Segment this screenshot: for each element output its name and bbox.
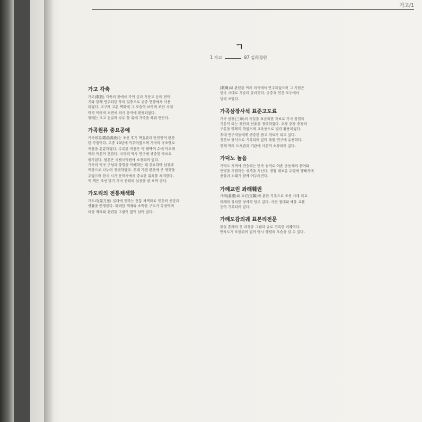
dictionary-entry: [88, 86, 214, 121]
entry-body: [220, 164, 350, 180]
entry-line: 가곡의 악곡 구성과 창법을 이해하는 데 중요하며 남창과: [88, 162, 174, 167]
entry-line: 여창으로 나누어 정리하였다. 후대 가집 편찬에 큰 영향을: [88, 168, 176, 173]
entry-line: 마을 제의와 관련된 그림이 많이 남아 있다.: [88, 209, 154, 214]
entry-line: 현재 여러 도서관과 기관에 사본이 소장되어 있다.: [220, 143, 296, 148]
entry-line: 한 가집이다. 고종 13년에 이루어졌으며 가곡의 곡조별로: [88, 141, 176, 146]
entry-line: 가덕도 지역에 전승되는 민속 놀이로 어촌 공동체의 풍어와: [220, 163, 310, 168]
section-range-from: 1 가고: [210, 55, 223, 60]
entry-line: 기본이 되는 장단과 선율을 정리하였다. 초장 중장 종장의: [220, 122, 308, 127]
right-column: [220, 86, 350, 242]
gutter-shadow: [44, 0, 54, 422]
entry-title: 가덕노 놀음: [220, 156, 247, 163]
entry-title: 가도리의 전통채색화: [88, 191, 135, 198]
entry-line: 반차도가 포함되어 있어 당시 행렬의 모습을 알 수 있다.: [220, 230, 305, 235]
entry-body: [220, 194, 350, 210]
entry-body: [220, 86, 350, 102]
entry-line: 널리 쓰였다.: [220, 96, 240, 101]
entry-line: 안녕을 기원하는 성격을 지닌다. 정월 대보름 무렵에 행해지며: [220, 168, 314, 173]
entry-line: 여러 이본이 전한다. 국악의 역사 연구에 귀중한 자료로: [88, 152, 172, 157]
running-header: 가고/1: [399, 3, 414, 9]
entry-body: [88, 136, 214, 185]
entry-line: 평가된다. 원본은 국립국악원에 소장되어 있다.: [88, 157, 160, 162]
entry-line: 풍물과 노래가 함께 어우러진다.: [220, 174, 269, 179]
entry-body: [88, 199, 214, 215]
entry-line: 주었으며 한국 시가 문학사에서 중요한 위치를 차지한다.: [88, 173, 174, 178]
entry-line: 형태는 크고 둥글며 나무 틀 위에 가죽을 씌워 만든다.: [88, 116, 170, 121]
entry-line: 등이 기록되어 있다.: [220, 204, 251, 209]
entry-title: 가례교린 좌래훼권: [220, 186, 262, 193]
entry-line: 왕실 혼례의 전 과정을 그림과 글로 기록한 의궤이다.: [220, 224, 301, 229]
header-rule: [92, 9, 414, 10]
entry-line: 가곡원류(歌曲源流)는 조선 후기 박효관과 안민영이 편찬: [88, 135, 175, 140]
entry-line: 정간보 형식으로 기록되어 있어 복원 연구에 유용하다.: [220, 138, 303, 143]
entry-line: 기와 함께 연주되던 북의 일종으로 궁중 연향에서 사용: [88, 99, 171, 104]
dictionary-entry: [220, 86, 350, 102]
entry-line: 가곡 삼장(三章)의 사설을 표준화한 자료로 가곡 창법의: [220, 116, 305, 121]
entry-title: 가곡삼장사석 표준고도료: [220, 109, 277, 116]
dictionary-entry: [220, 216, 350, 235]
entry-body: [220, 225, 350, 236]
section-range: [210, 55, 267, 61]
entry-title: 가곡원류 중요공예: [88, 128, 130, 135]
dictionary-entry: [220, 108, 350, 149]
entry-line: 가례(嘉禮)와 교린(交隣)에 관한 기록으로 조선 시대 외교: [220, 194, 308, 199]
entry-line: 되었다. 고구려 고분 벽화에 그 모습이 보이며 조선 시대: [88, 105, 173, 110]
entry-body: [220, 117, 350, 149]
entry-line: (歌舞)와 관련된 여러 의식에서 연주되었으며 그 기원은: [220, 86, 305, 90]
entry-line: 구분을 명확히 하였으며 교육용으로 널리 활용되었다.: [220, 127, 302, 132]
entry-body: [88, 95, 214, 122]
entry-line: 이 책은 조선 말기 가곡 문화의 실상을 잘 보여 준다.: [88, 179, 168, 184]
book-page: [30, 0, 422, 422]
entry-line: 의례의 절차를 상세히 담고 있다. 사신 접대와 예물 교환: [220, 199, 305, 204]
entry-title: 가례도감의궤 표본리전문: [220, 217, 277, 224]
dictionary-entry: [88, 190, 214, 215]
section-letter: ㄱ: [235, 43, 244, 53]
range-dash: [225, 58, 241, 59]
section-range-to: 87 김희경현: [244, 55, 267, 60]
entry-line: 까지 이어져 오면서 의식 음악에 편성되었다.: [88, 110, 156, 115]
entry-line: 작품을 분류하였다. 수록된 작품은 약 팔백여 수에 이르며: [88, 146, 176, 151]
dictionary-entry: [220, 155, 350, 180]
entry-line: 후대 연구자들에게 귀중한 참고 자료가 되고 있다.: [220, 132, 296, 137]
entry-line: 가고(歌鼓) 각축의 장에서 가야 금과 거문고 등의 현악: [88, 94, 171, 99]
entry-title: 가고 각축: [88, 87, 110, 93]
book-spine: [0, 0, 14, 422]
dictionary-entry: [220, 186, 350, 211]
left-column: [88, 86, 214, 221]
entry-line: 생활을 반영한다. 화려한 색채와 소박한 구도가 특징이며: [88, 204, 174, 209]
entry-line: 삼국 시대로 거슬러 올라간다. 궁중과 민간 모두에서: [220, 91, 300, 96]
dictionary-entry: [88, 127, 214, 184]
entry-line: 가도리(架刀里) 일대에 전하는 전통 채색화로 민간의 신앙과: [88, 198, 180, 203]
